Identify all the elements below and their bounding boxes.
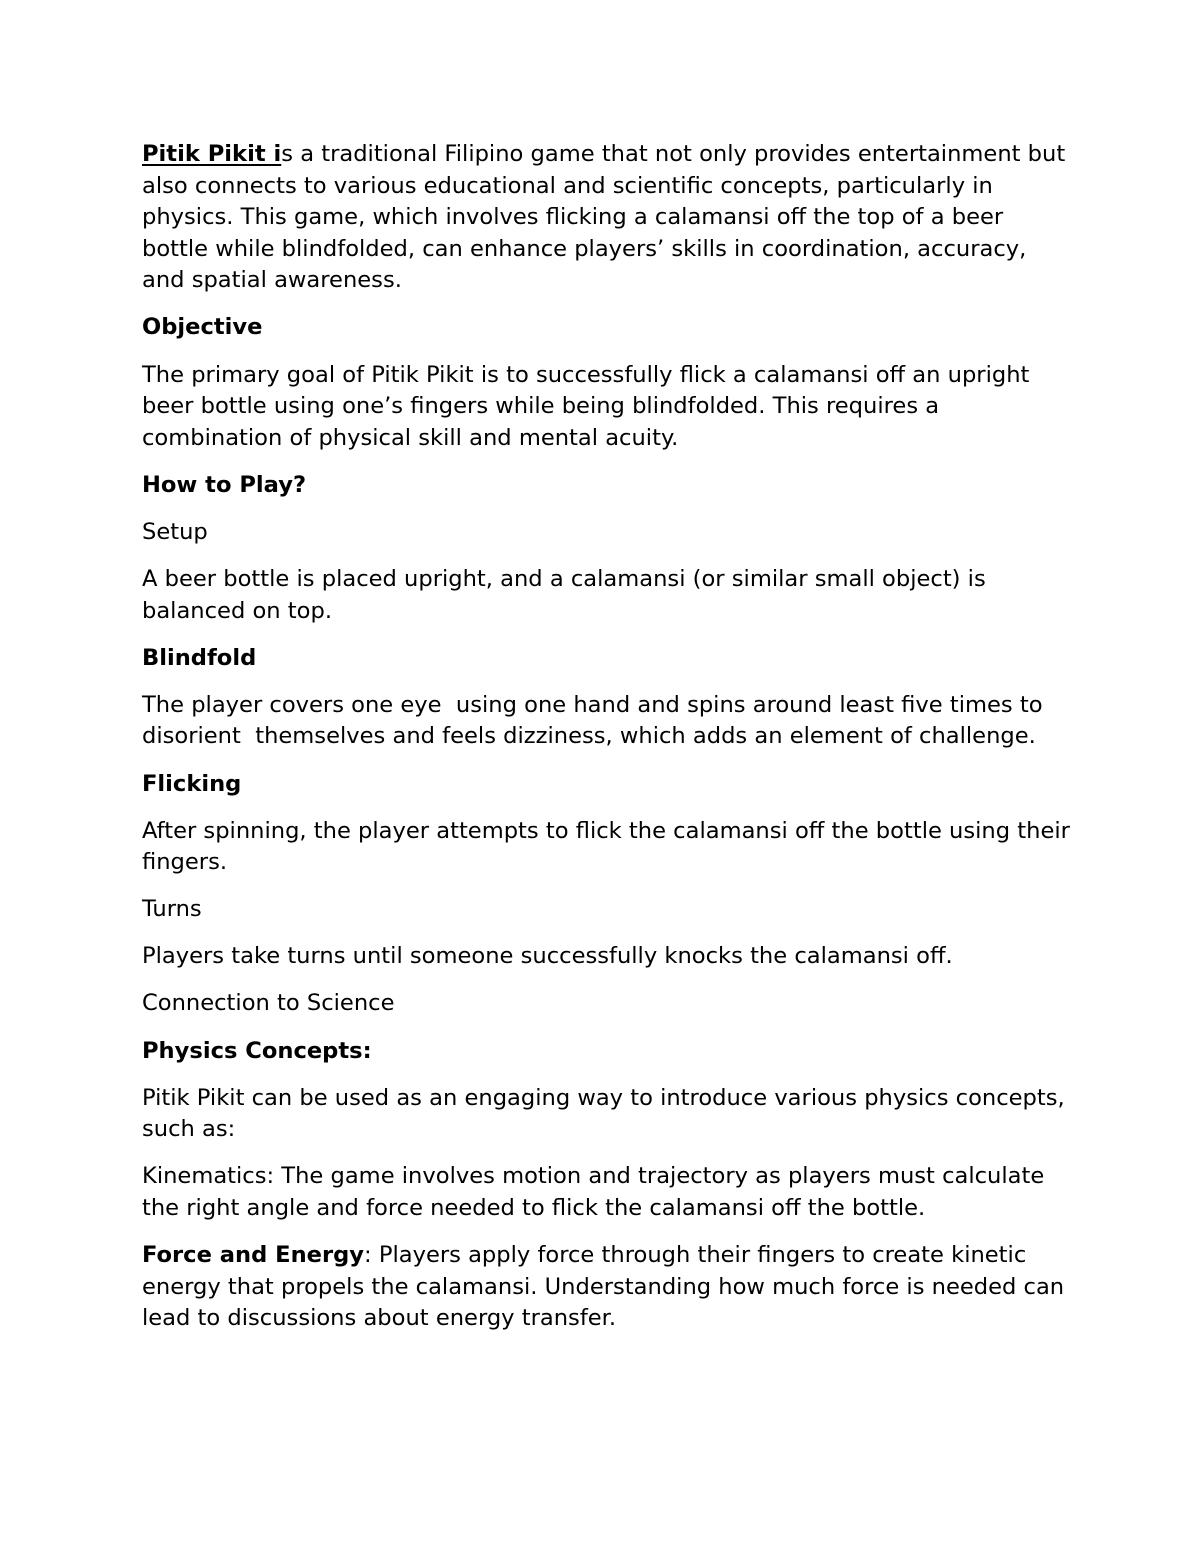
turns-text: Players take turns until someone successfully knocks the calamansi off.: [142, 943, 953, 970]
how-to-play-heading: How to Play?: [142, 471, 307, 498]
blindfold-heading: Blindfold: [142, 644, 257, 671]
game-title-underlined: Pitik Pikit i: [142, 141, 282, 167]
physics-heading: Physics Concepts:: [142, 1037, 372, 1064]
force-energy-text: : Players apply force through their fingers to create kinetic energy that propels the calamansi. Understanding how much force is needed can lead to discussions about energy transfer.: [142, 1242, 1065, 1332]
document-body: [142, 139, 1072, 1350]
physics-text: Pitik Pikit can be used as an engaging way to introduce various physics concepts, such as:: [142, 1084, 1065, 1143]
connection-heading: Connection to Science: [142, 990, 395, 1017]
intro-paragraph: [142, 139, 1072, 297]
objective-heading: Objective: [142, 314, 263, 341]
intro-text: s a traditional Filipino game that not only provides entertainment but also connects to various educational and scientific concepts, particularly in physics. This game, which involves flicking a calamansi off the top of a beer bottle while blindfolded, can enhance players’ skills in coordination, accuracy, and spatial awareness.: [142, 141, 1066, 294]
turns-heading: Turns: [142, 896, 202, 923]
kinematics-text: Kinematics: The game involves motion and trajectory as players must calculate the right angle and force needed to flick the calamansi off the bottle.: [142, 1163, 1045, 1221]
blindfold-text: The player covers one eye using one hand and spins around least five times to disorient themselves and feels dizziness, which adds an element of challenge.: [142, 691, 1050, 750]
flicking-text: After spinning, the player attempts to flick the calamansi off the bottle using their fingers.: [142, 817, 1070, 876]
objective-text: The primary goal of Pitik Pikit is to successfully flick a calamansi off an upright beer bottle using one’s fingers while being blindfolded. This requires a combination of physical skill and mental acuity.: [142, 361, 1030, 451]
setup-text: A beer bottle is placed upright, and a calamansi (or similar small object) is balanced on top.: [142, 566, 986, 624]
force-energy-paragraph: [142, 1240, 1072, 1335]
flicking-heading: Flicking: [142, 770, 242, 797]
setup-heading: Setup: [142, 518, 208, 545]
force-energy-term: Force and Energy: [142, 1242, 365, 1269]
